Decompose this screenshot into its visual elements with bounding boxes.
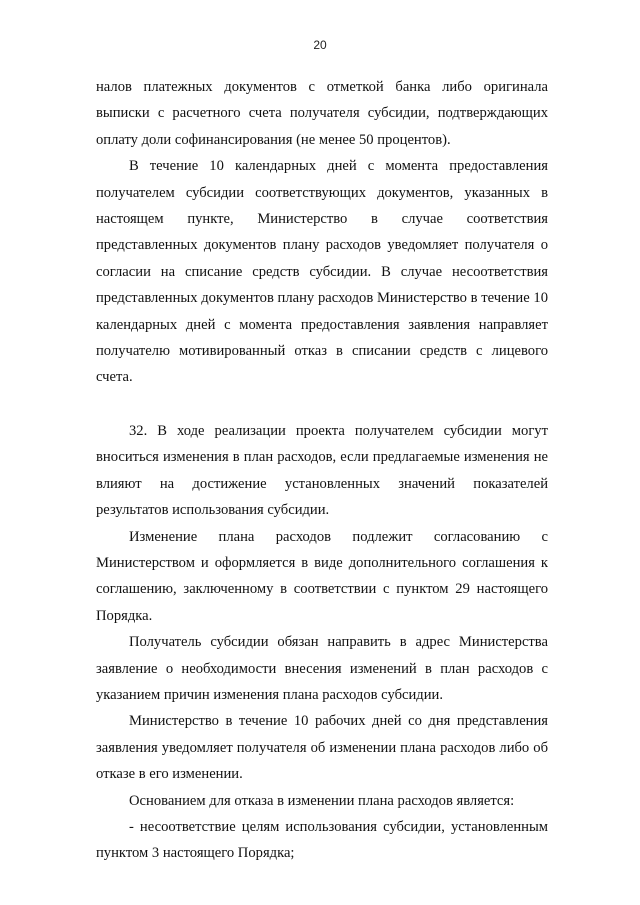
paragraph-continuation: налов платежных документов с отметкой банка либо оригинала выписки с расчетного счета получателя субсидии, подтверждающих оплату доли софинансирования (не менее 50 процентов). (96, 79, 548, 148)
paragraph-plan-change-approval: Изменение плана расходов подлежит согласованию с Министерством и оформляется в виде дополнительного соглашения к соглашению, заключенному в соответствии с пунктом 29 настоящего Порядка. (96, 528, 548, 624)
page-number: 20 (313, 38, 327, 52)
paragraph-clause-32: 32. В ходе реализации проекта получателем субсидии могут вноситься изменения в план расходов, если предлагаемые изменения не влияют на достижение установленных значений показателей результатов использования субсидии. (96, 422, 548, 519)
paragraph-review-period: В течение 10 календарных дней с момента предоставления получателем субсидии соответствующих документов, указанных в настоящем пункте, Министерство в случае соответствия представленных документов плану расходов уведомляет получателя о согласии на списание средств субсидии. В случае несоответствия представленных документов плану расходов Министерство в течение 10 календарных дней с момента предоставления заявления направляет получателю мотивированный отказ в списании средств с лицевого счета. (96, 158, 548, 386)
paragraph-recipient-obligation: Получатель субсидии обязан направить в адрес Министерства заявление о необходимости внесения изменений в план расходов с указанием причин изменения плана расходов субсидии. (96, 634, 548, 703)
document-body (96, 74, 548, 867)
list-item-refusal-ground: - несоответствие целям использования субсидии, установленным пунктом 3 настоящего Порядка; (96, 818, 548, 862)
paragraph-ministry-notification: Министерство в течение 10 рабочих дней со дня представления заявления уведомляет получателя об изменении плана расходов либо об отказе в его изменении. (96, 713, 548, 783)
paragraph-refusal-grounds: Основанием для отказа в изменении плана расходов является: (129, 792, 515, 809)
